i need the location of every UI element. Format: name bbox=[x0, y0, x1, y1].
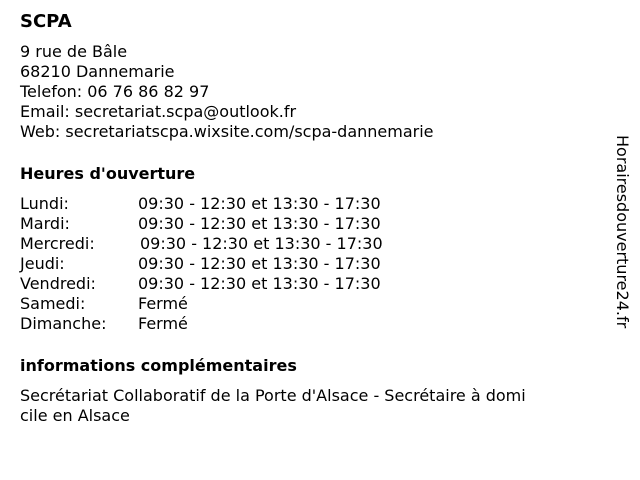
hours-time: 09:30 - 12:30 et 13:30 - 17:30 bbox=[140, 234, 383, 253]
hours-time: 09:30 - 12:30 et 13:30 - 17:30 bbox=[138, 274, 381, 293]
hours-time: Fermé bbox=[138, 314, 188, 333]
hours-day: Dimanche: bbox=[20, 314, 107, 333]
hours-day: Vendredi: bbox=[20, 274, 96, 293]
address-street: 9 rue de Bâle bbox=[20, 42, 128, 61]
hours-day: Lundi: bbox=[20, 194, 69, 213]
hours-row-thursday bbox=[20, 254, 600, 274]
web-line[interactable]: Web: secretariatscpa.wixsite.com/scpa-dannemarie bbox=[20, 122, 434, 141]
hours-row-monday bbox=[20, 194, 600, 214]
hours-day: Mardi: bbox=[20, 214, 70, 233]
email-line[interactable]: Email: secretariat.scpa@outlook.fr bbox=[20, 102, 297, 121]
hours-row-wednesday bbox=[20, 234, 600, 254]
hours-row-saturday bbox=[20, 294, 600, 314]
site-watermark: Horairesdouverture24.fr bbox=[613, 135, 632, 329]
hours-time: 09:30 - 12:30 et 13:30 - 17:30 bbox=[138, 254, 381, 273]
hours-time: 09:30 - 12:30 et 13:30 - 17:30 bbox=[138, 194, 381, 213]
additional-info-text bbox=[20, 386, 580, 426]
hours-row-sunday bbox=[20, 314, 600, 334]
opening-hours-table bbox=[20, 194, 600, 334]
hours-time: Fermé bbox=[138, 294, 188, 313]
hours-day: Samedi: bbox=[20, 294, 86, 313]
address-city: 68210 Dannemarie bbox=[20, 62, 175, 81]
phone-line[interactable]: Telefon: 06 76 86 82 97 bbox=[20, 82, 210, 101]
info-text-line: cile en Alsace bbox=[20, 406, 130, 425]
hours-row-tuesday bbox=[20, 214, 600, 234]
additional-info-heading: informations complémentaires bbox=[20, 356, 297, 375]
hours-day: Jeudi: bbox=[20, 254, 65, 273]
business-card bbox=[20, 10, 600, 426]
opening-hours-heading: Heures d'ouverture bbox=[20, 164, 196, 183]
hours-time: 09:30 - 12:30 et 13:30 - 17:30 bbox=[138, 214, 381, 233]
hours-row-friday bbox=[20, 274, 600, 294]
business-name: SCPA bbox=[20, 11, 72, 32]
hours-day: Mercredi: bbox=[20, 234, 95, 253]
info-text-line: Secrétariat Collaboratif de la Porte d'Alsace - Secrétaire à domi bbox=[20, 386, 526, 405]
